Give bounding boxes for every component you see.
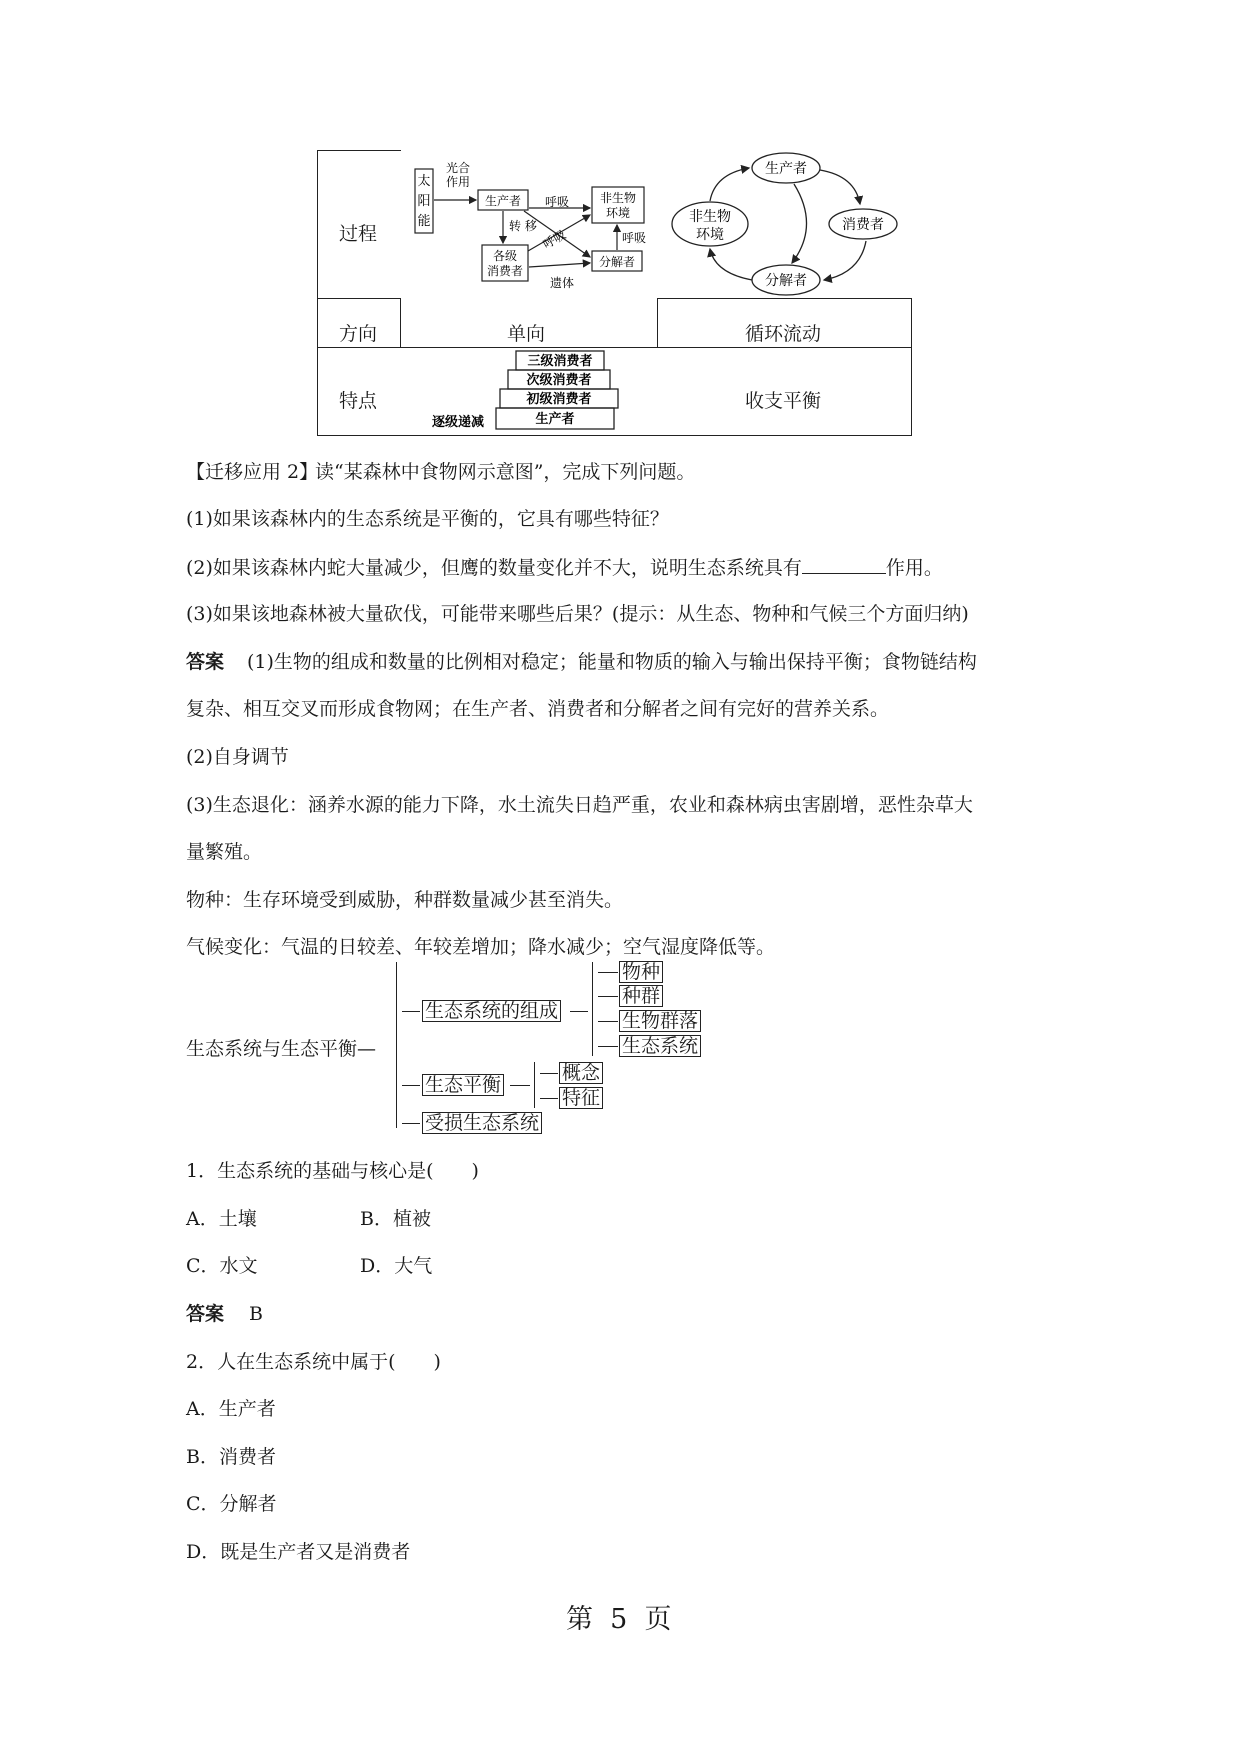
answer-label: 答案 xyxy=(186,651,225,673)
decomposer-label: 分解者 xyxy=(598,255,636,269)
arrow-consumers-decomposer xyxy=(529,263,590,267)
pyramid-level-0-label: 生产者 xyxy=(535,412,575,427)
migration-q1: (1)如果该森林内的生态系统是平衡的，它具有哪些特征？ xyxy=(186,508,669,530)
pyramid-level-1-label: 初级消费者 xyxy=(526,392,592,407)
balance-item-feature: 特征 xyxy=(559,1087,603,1109)
question-2-option-c: C．分解者 xyxy=(186,1493,277,1515)
matter-direction: 循环流动 xyxy=(745,323,822,345)
cycle-decomposer-label: 分解者 xyxy=(765,273,807,289)
sun-char-2: 阳 xyxy=(417,194,431,209)
consumers-label-1: 各级 xyxy=(492,249,518,263)
pyramid-level-3-label: 三级消费者 xyxy=(527,354,593,369)
migration-q2-tail: 作用。 xyxy=(885,557,943,579)
question-1-option-b: B．植被 xyxy=(360,1208,431,1230)
question-1-option-d: D．大气 xyxy=(360,1255,433,1277)
question-1-answer-label: 答案 xyxy=(186,1303,225,1325)
consumers-label-2: 消费者 xyxy=(486,264,524,278)
cycle-consumer-label: 消费者 xyxy=(842,217,884,233)
answer-2: (2)自身调节 xyxy=(186,746,289,768)
migration-tag: 【迁移应用 2】 xyxy=(186,461,319,483)
question-2-option-d: D．既是生产者又是消费者 xyxy=(186,1541,411,1563)
branch-line xyxy=(402,1123,420,1124)
migration-q2-text: (2)如果该森林内蛇大量减少，但鹰的数量变化并不大，说明生态系统具有 xyxy=(186,557,802,579)
energy-pyramid xyxy=(430,350,655,432)
pyramid-side-label: 逐级递减 xyxy=(432,415,485,430)
sun-char-1: 太 xyxy=(417,174,431,189)
question-2-stem: 2．人在生态系统中属于( ) xyxy=(186,1351,441,1373)
remains-label: 遗体 xyxy=(550,276,575,290)
branch-line xyxy=(402,1011,420,1012)
row-label-feature: 特点 xyxy=(339,390,378,412)
branch-line xyxy=(510,1085,530,1086)
page-number: 第 5 页 xyxy=(566,1604,672,1635)
concept-balance: 生态平衡 xyxy=(422,1074,504,1096)
table-cell-divider xyxy=(400,298,401,348)
matter-feature: 收支平衡 xyxy=(745,390,822,412)
question-1-option-c: C．水文 xyxy=(186,1255,258,1277)
table-left-border xyxy=(317,150,318,436)
answer-1-line-1: (1)生物的组成和数量的比例相对稳定；能量和物质的输入与输出保持平衡；食物链结构 xyxy=(247,651,977,673)
nonbio-label-1: 非生物 xyxy=(599,191,637,205)
concept-composition: 生态系统的组成 xyxy=(422,1000,561,1022)
sun-char-3: 能 xyxy=(417,214,431,229)
migration-q2 xyxy=(186,555,943,580)
table-top-border xyxy=(317,150,401,151)
matter-cycle-diagram xyxy=(670,148,910,298)
producer-label: 生产者 xyxy=(484,194,522,208)
table-bottom-border xyxy=(317,435,912,436)
cycle-producer-label: 生产者 xyxy=(765,161,807,177)
balance-bracket xyxy=(534,1062,535,1108)
cycle-nonbio-label-2: 环境 xyxy=(696,227,724,243)
branch-line xyxy=(598,972,618,973)
table-row-divider xyxy=(317,347,912,348)
branch-line xyxy=(540,1098,558,1099)
answer-3-species: 物种：生存环境受到威胁，种群数量减少甚至消失。 xyxy=(186,889,624,911)
table-cell-divider xyxy=(657,298,658,348)
migration-intro: 读“某森林中食物网示意图”，完成下列问题。 xyxy=(315,461,696,483)
table-row-divider xyxy=(657,298,912,299)
pyramid-level-2-label: 次级消费者 xyxy=(526,373,592,388)
question-2-option-a: A．生产者 xyxy=(186,1398,276,1420)
energy-flow-diagram xyxy=(410,155,650,295)
branch-line xyxy=(540,1073,558,1074)
cycle-nonbio-label-1: 非生物 xyxy=(689,209,731,225)
branch-line xyxy=(402,1085,420,1086)
answer-1-line-2: 复杂、相互交叉而形成食物网；在生产者、消费者和分解者之间有完好的营养关系。 xyxy=(186,698,890,720)
question-1-option-a: A．土壤 xyxy=(186,1208,257,1230)
answer-3-climate: 气候变化：气温的日较差、年较差增加；降水减少；空气湿度降低等。 xyxy=(186,936,776,958)
energy-direction: 单向 xyxy=(507,323,546,345)
branch-line xyxy=(598,996,618,997)
transfer-label: 转 移 xyxy=(509,219,537,233)
concept-main-bracket xyxy=(396,962,397,1128)
question-1-stem: 1．生态系统的基础与核心是( ) xyxy=(186,1160,479,1182)
nonbio-label-2: 环境 xyxy=(605,206,631,220)
concept-root: 生态系统与生态平衡— xyxy=(186,1038,377,1060)
cycle-arrow-consumer-decomposer xyxy=(824,241,866,280)
photo-label-2: 作用 xyxy=(445,175,471,189)
comp-item-ecosystem: 生态系统 xyxy=(619,1035,701,1057)
question-2-option-b: B．消费者 xyxy=(186,1446,276,1468)
respire-label-3: 呼吸 xyxy=(622,231,647,245)
cycle-arrow-decomposer-env xyxy=(710,249,752,280)
branch-line xyxy=(570,1011,588,1012)
comp-item-population: 种群 xyxy=(619,985,663,1007)
branch-line xyxy=(598,1046,618,1047)
cycle-arrow-producer-consumer xyxy=(820,170,860,204)
cycle-arrow-producer-decomposer xyxy=(792,184,807,263)
respire-label-2: 呼吸 xyxy=(540,227,569,252)
question-1-answer: B xyxy=(249,1303,263,1325)
photo-label-1: 光合 xyxy=(445,161,471,175)
cycle-arrow-env-producer xyxy=(710,168,749,201)
concept-damaged: 受损生态系统 xyxy=(422,1112,542,1134)
table-right-border xyxy=(911,298,912,436)
table-row-divider xyxy=(317,298,401,299)
answer-3-line-1: (3)生态退化：涵养水源的能力下降，水土流失日趋严重，农业和森林病虫害剧增，恶性杂草大 xyxy=(186,794,973,816)
row-label-process: 过程 xyxy=(339,223,378,245)
comp-item-community: 生物群落 xyxy=(619,1010,701,1032)
migration-q3: (3)如果该地森林被大量砍伐，可能带来哪些后果？(提示：从生态、物种和气候三个方面归纳) xyxy=(186,603,969,625)
respire-label-1: 呼吸 xyxy=(544,195,570,209)
row-label-direction: 方向 xyxy=(339,323,378,345)
composition-bracket xyxy=(592,962,593,1056)
branch-line xyxy=(598,1021,618,1022)
balance-item-concept: 概念 xyxy=(559,1062,603,1084)
answer-3-line-2: 量繁殖。 xyxy=(186,841,263,863)
comp-item-species: 物种 xyxy=(619,961,663,983)
migration-q2-blank xyxy=(802,555,886,574)
